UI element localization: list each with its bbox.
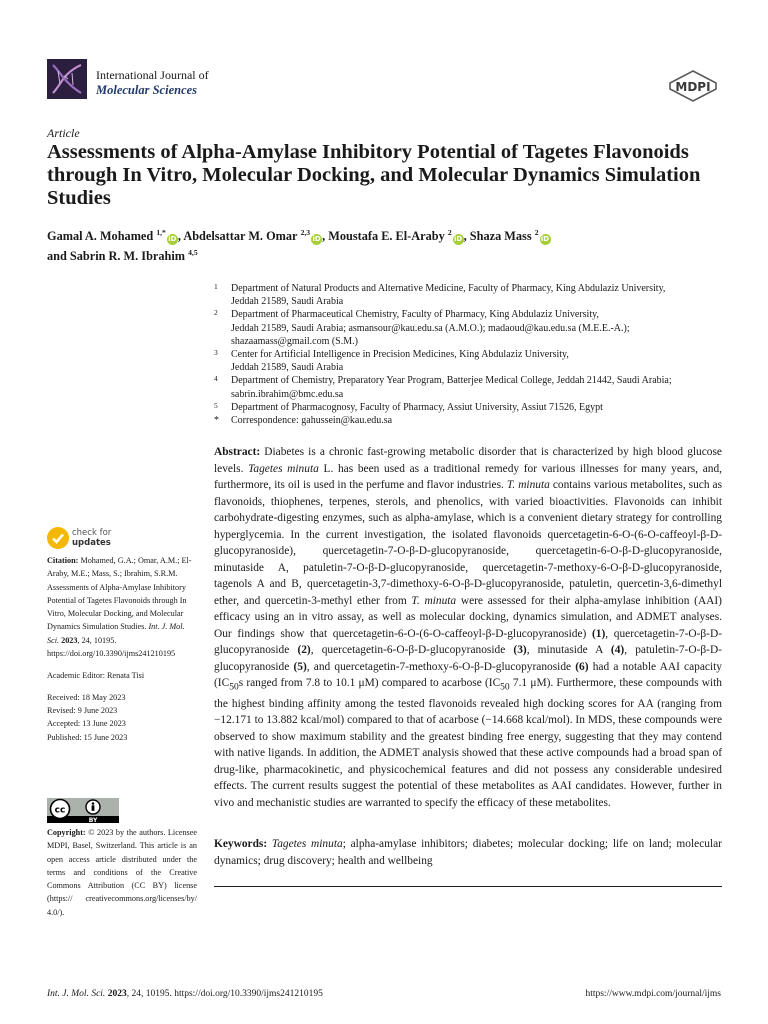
check-updates-line1: check for	[72, 528, 112, 538]
orcid-icon[interactable]: iD	[540, 235, 550, 244]
citation-year: 2023	[61, 635, 78, 645]
affiliation-item	[214, 282, 724, 308]
footer-journal: Int. J. Mol. Sci.	[47, 989, 106, 999]
affiliation-line: Center for Artificial Intelligence in Precision Medicines, King Abdulaziz University,	[231, 349, 569, 361]
keyword-italic: Tagetes minuta	[271, 838, 343, 850]
citation-text: Mohamed, G.A.; Omar, A.M.; El-Araby, M.E.; Mass, S.; Ibrahim, S.R.M. Assessments of Alpha-Amylase Inhibitory Potential of Tagetes Flavonoids through In Vitro, Molecular Docking, and Molecular Dynamics Simulation Studies.	[47, 556, 192, 632]
citation	[47, 554, 197, 660]
article-title: Assessments of Alpha-Amylase Inhibitory Potential of Tagetes Flavonoids through In Vitro, Molecular Docking, and Molecular Dynamics Simulation Studies	[47, 141, 701, 209]
check-updates-icon	[47, 527, 69, 549]
author-name: Sabrin R. M. Ibrahim	[69, 249, 186, 264]
mdpi-logo	[668, 70, 718, 102]
subscript: 50	[500, 682, 510, 693]
journal-logo	[47, 59, 87, 99]
citation-journal: Int. J. Mol. Sci.	[47, 622, 185, 645]
compound-number: (4)	[610, 644, 625, 656]
abstract	[214, 444, 722, 811]
affiliation-line: Department of Pharmaceutical Chemistry, Faculty of Pharmacy, King Abdulaziz University,	[231, 309, 599, 321]
copyright-text: © 2023 by the authors. Licensee MDPI, Basel, Switzerland. This article is an open access article distributed under the terms and conditions of the Creative Commons Attribution (CC BY) license (https:// creativecommons.org/licenses/by/ 4.0/).	[47, 828, 198, 917]
footer-journal-url[interactable]: https://www.mdpi.com/journal/ijms	[585, 989, 721, 999]
affiliation-line: Department of Pharmacognosy, Faculty of Pharmacy, Assiut University, Assiut 71526, Egypt	[231, 401, 603, 413]
affiliation-number: 2	[214, 308, 218, 318]
article-type: Article	[47, 126, 80, 140]
abstract-text: L. has been used as a traditional remedy for various illnesses for many years, and, furthermore, its oil is used in the perfume and flavor industries.	[214, 462, 722, 491]
check-for-updates-button[interactable]	[47, 526, 157, 552]
author-affiliation-mark: 1,*	[156, 228, 166, 237]
footer-citation	[47, 989, 323, 999]
abstract-text: , patuletin-7-O-β-D-glucopyranoside	[214, 644, 722, 673]
date-received: Received: 18 May 2023	[47, 692, 126, 702]
author-affiliation-mark: 2,3	[300, 228, 311, 237]
compound-number: (3)	[513, 644, 527, 656]
affiliation-line: Jeddah 21589, Saudi Arabia	[231, 362, 344, 374]
author-name: Moustafa E. El-Araby	[328, 229, 445, 244]
abstract-italic: T. minuta	[411, 594, 457, 607]
check-updates-line2: updates	[72, 538, 111, 548]
abstract-text: had a notable AAI capacity (IC	[214, 660, 722, 689]
copyright-label: Copyright:	[47, 828, 86, 837]
affiliation-line: Jeddah 21589, Saudi Arabia; asmansour@kau.edu.sa (A.M.O.); madaoud@kau.edu.sa (M.E.E.-A.);	[231, 322, 630, 334]
affiliation-number: 3	[214, 348, 218, 358]
cc-logo-text: cc	[54, 805, 66, 816]
copyright-notice	[47, 826, 197, 919]
abstract-text: contains various metabolites, such as flavonoids, thiophenes, terpenes, sterols, and phenolics, with varied bioactivities. Flavonoids can inhibit carbohydrate-digesting enzymes, such as alpha-amylase, which is a convenient dietary strategy for controlling hyperglycemia. In the current investigation, the isolated flavonoids quercetagetin-6-O-(6-O-caffeoyl-β-D-glucopyranoside), quercetagetin-7-O-β-D-glucopyranoside, quercetagetin-6-O-β-D-glucopyranoside, minutaside A, patuletin-7-O-β-D-glucopyranoside, quercetagetin-7-methoxy-6-O-β-D-glucopyranoside, tagenols A and B, quercetagetin-3,7-dimethoxy-6-O-β-D-glucopyranoside, patuletin, quercetin-3,6-dimethyl ether, and quercetin-3-methyl ether from	[214, 479, 723, 607]
orcid-icon[interactable]: iD	[168, 235, 177, 244]
abstract-italic: Tagetes minuta	[248, 462, 319, 475]
orcid-icon[interactable]: iD	[312, 235, 321, 244]
affiliation-item	[214, 374, 724, 400]
correspondence-mark: *	[214, 415, 219, 427]
affiliation-item	[214, 401, 724, 414]
compound-number: (5)	[293, 660, 307, 673]
affiliation-number: 4	[214, 374, 218, 384]
affiliation-line: sabrin.ibrahim@bmc.edu.sa	[231, 388, 344, 400]
affiliations	[214, 282, 724, 427]
section-divider	[214, 886, 722, 887]
footer-doi[interactable]: , 24, 10195. https://doi.org/10.3390/ijms241210195	[126, 989, 323, 999]
academic-editor: Academic Editor: Renata Tisi	[47, 670, 145, 680]
author-name: Gamal A. Mohamed	[47, 229, 154, 244]
compound-number: (2)	[297, 644, 311, 656]
abstract-label: Abstract:	[214, 446, 261, 458]
date-published: Published: 15 June 2023	[47, 732, 128, 742]
cc-by-license-badge[interactable]	[47, 798, 119, 823]
abstract-italic: T. minuta	[506, 479, 550, 491]
authors-and: and	[47, 249, 67, 264]
abstract-text: , quercetagetin-7-O-β-D-glucopyranoside	[214, 627, 722, 656]
abstract-text: 7.1 μM). Furthermore, these compounds with the highest binding affinity among the tested flavonoids revealed high docking scores for AA (ranging from −12.171 to 13.882 kcal/mol) compared to that of acarbose (−14.668 kcal/mol). In MDS, these compounds were observed to show maximum stability and the greatest binding free energy, suggesting that they may contend with native ligands. In addition, the ADMET analysis showed that these active compounds had a broad span of drug-like, pharmacokinetic, and physicochemical features and did not possess any considerable undesired effects. The current results suggest the potential of these metabolites as AAI candidates. However, further in vivo and mechanistic studies are warranted to specify the efficacy of these metabolites.	[214, 677, 722, 809]
author-affiliation-mark: 2	[447, 228, 452, 237]
keywords	[214, 836, 722, 869]
affiliation-line: shazaamass@gmail.com (S.M.)	[231, 335, 358, 347]
affiliation-line: Department of Natural Products and Alternative Medicine, Faculty of Pharmacy, King Abdulaziz University,	[231, 283, 666, 294]
citation-rest[interactable]: , 24, 10195. https://doi.org/10.3390/ijms241210195	[47, 635, 176, 659]
journal-name-line2: Molecular Sciences	[96, 83, 198, 97]
affiliation-item	[214, 348, 724, 374]
journal-name-line1: International Journal of	[96, 68, 209, 82]
keywords-label: Keywords:	[214, 838, 268, 850]
compound-number: (6)	[575, 660, 589, 673]
keywords-text: ; alpha-amylase inhibitors; diabetes; molecular docking; life on land; molecular dynamics; drug discovery; health and wellbeing	[214, 838, 722, 867]
abstract-text: , and quercetagetin-7-methoxy-6-O-β-D-glucopyranoside	[306, 660, 572, 673]
author-name: Abdelsattar M. Omar	[183, 229, 298, 244]
author-name: Shaza Mass	[469, 229, 532, 244]
affiliation-number: 1	[214, 282, 218, 291]
article-info-sidebar	[47, 554, 197, 744]
abstract-text: Diabetes is a chronic fast-growing metabolic disorder that is characterized by high blood glucose levels.	[214, 446, 722, 475]
correspondence-line: Correspondence: gahussein@kau.edu.sa	[231, 415, 393, 427]
date-revised: Revised: 9 June 2023	[47, 705, 118, 715]
affiliation-item	[214, 308, 724, 348]
abstract-text: , quercetagetin-6-O-β-D-glucopyranoside	[310, 644, 506, 656]
subscript: 50	[229, 682, 239, 693]
affiliation-line: Jeddah 21589, Saudi Arabia	[231, 296, 344, 308]
affiliation-line: Department of Chemistry, Preparatory Year Program, Batterjee Medical College, Jeddah 21442, Saudi Arabia;	[231, 375, 672, 387]
footer-year: 2023	[107, 989, 127, 999]
mdpi-logo-text: MDPI	[675, 80, 711, 94]
date-accepted: Accepted: 13 June 2023	[47, 719, 126, 729]
cc-by-text: BY	[88, 817, 98, 823]
citation-label: Citation:	[47, 556, 79, 565]
orcid-icon[interactable]: iD	[454, 235, 463, 244]
correspondence-item	[214, 414, 724, 427]
author-affiliation-mark: 2	[534, 228, 539, 237]
affiliation-number: 5	[214, 400, 218, 410]
author-list: Gamal A. Mohamed $^{1,*}$iD, Abdelsattar M. Omar $^{2,3}$iD, Moustafa E. El-Araby $^2$iD, Shaza Mass $^2$iD and Sabrin R. M. Ibrahim $^{4,5}$	[47, 228, 550, 264]
abstract-text: s ranged from 7.8 to 10.1 μM) compared to acarbose (IC	[238, 677, 501, 689]
compound-number: (1)	[591, 627, 606, 640]
abstract-text: were assessed for their alpha-amylase inhibition (AAI) efficacy using an in vitro assay, as well as molecular docking, dynamics simulation, and ADMET analyses. Our findings show that quercetagetin-6-O-(6-O-caffeoyl-β-D-glucopyranoside)	[214, 594, 722, 640]
author-affiliation-mark: 4,5	[188, 248, 198, 258]
abstract-text: , minutaside A	[526, 644, 603, 656]
